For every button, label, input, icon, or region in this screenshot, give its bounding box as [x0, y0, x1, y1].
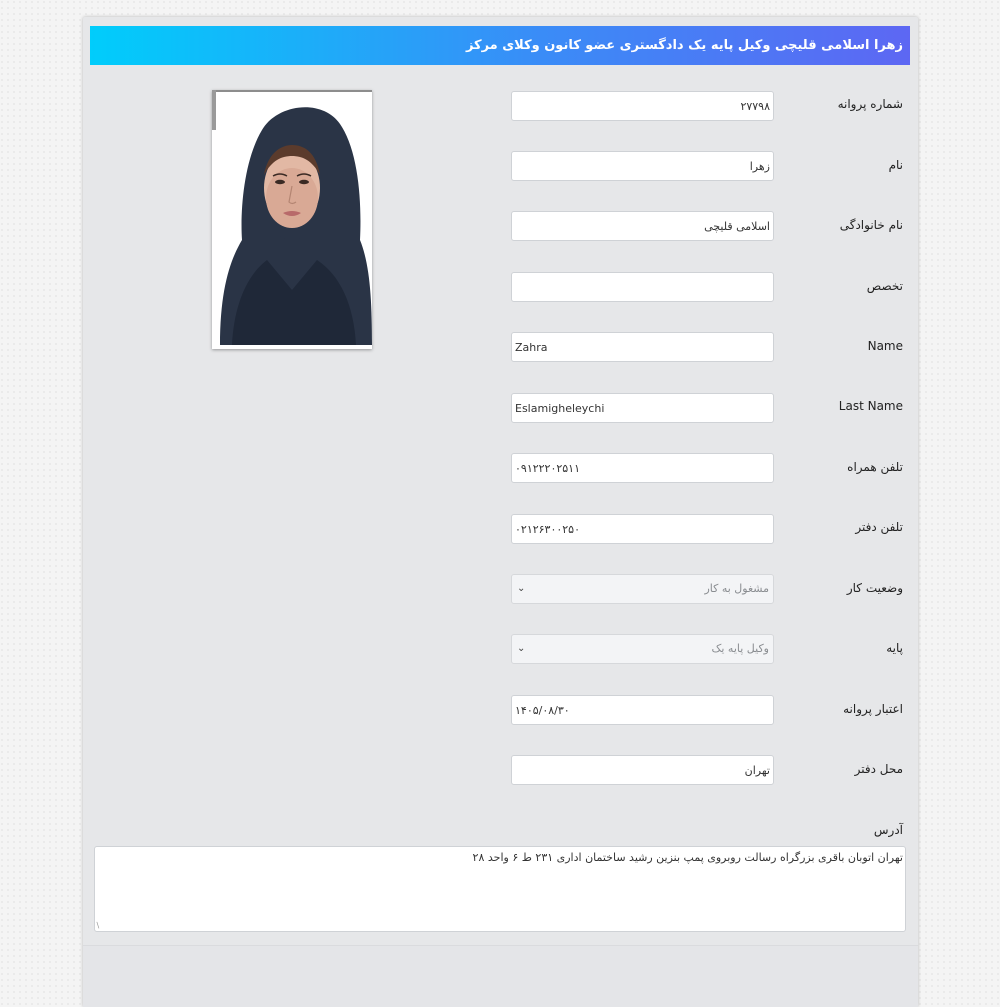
- profile-card: [83, 17, 918, 1007]
- address-label: آدرس: [873, 823, 903, 837]
- card-footer: [83, 945, 918, 1007]
- page-title: زهرا اسلامی قلیچی وکیل پایه یک دادگستری عضو کانون وکلای مرکز: [90, 26, 910, 65]
- office-location-label: محل دفتر: [854, 762, 903, 776]
- mobile-field[interactable]: [511, 453, 774, 483]
- office-location-field[interactable]: [511, 755, 774, 785]
- lastname-en-field[interactable]: [511, 393, 774, 423]
- license-number-label: شماره پروانه: [837, 97, 903, 111]
- name-en-label: Name: [867, 339, 903, 353]
- grade-label: پایه: [886, 641, 903, 655]
- resize-grip-icon[interactable]: ∖: [95, 921, 101, 930]
- license-number-field[interactable]: [511, 91, 774, 121]
- grade-value: وکیل پایه یک: [711, 642, 769, 655]
- first-name-label: نام: [888, 158, 903, 172]
- mobile-label: تلفن همراه: [847, 460, 903, 474]
- family-name-field[interactable]: [511, 211, 774, 241]
- work-status-label: وضعیت کار: [846, 581, 903, 595]
- name-en-field[interactable]: [511, 332, 774, 362]
- office-phone-field[interactable]: [511, 514, 774, 544]
- license-validity-field[interactable]: [511, 695, 774, 725]
- address-textarea[interactable]: [94, 846, 906, 932]
- profile-photo: [212, 90, 372, 349]
- specialty-field[interactable]: [511, 272, 774, 302]
- first-name-field[interactable]: [511, 151, 774, 181]
- chevron-down-icon: ⌄: [517, 643, 526, 654]
- work-status-select[interactable]: [511, 574, 774, 604]
- family-name-label: نام خانوادگی: [839, 218, 903, 232]
- work-status-value: مشغول به کار: [704, 582, 769, 595]
- grade-select[interactable]: [511, 634, 774, 664]
- chevron-down-icon: ⌄: [517, 583, 526, 594]
- lastname-en-label: Last Name: [838, 399, 903, 413]
- license-validity-label: اعتبار پروانه: [843, 702, 903, 716]
- office-phone-label: تلفن دفتر: [855, 520, 903, 534]
- specialty-label: تخصص: [866, 279, 903, 293]
